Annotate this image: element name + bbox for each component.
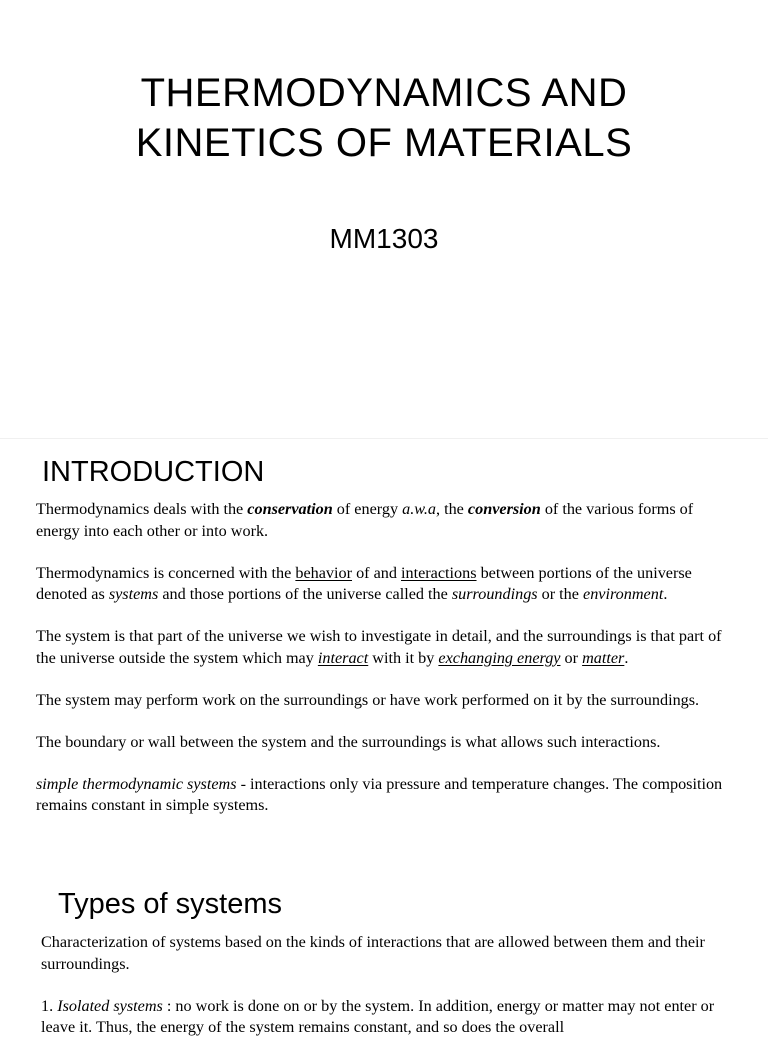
text-run: or the <box>537 585 584 603</box>
intro-paragraph-4: The system may perform work on the surroundings or have work performed on it by the surroundings. <box>36 690 700 709</box>
types-paragraph-1: Characterization of systems based on the kinds of interactions that are allowed between them and their surroundings. <box>41 933 705 973</box>
text-run: and those portions of the universe called the <box>158 585 452 603</box>
text-run: : no work is done on or by the system. In addition, energy or matter may not enter or leave it. Thus, the energy of the system remains constant, and so does the overall <box>41 996 715 1036</box>
intro-paragraph-6 <box>36 774 736 817</box>
title-line-1: THERMODYNAMICS AND <box>140 71 628 115</box>
introduction-body <box>36 499 736 837</box>
term-interact: interact <box>317 648 369 667</box>
course-code: MM1303 <box>329 223 439 254</box>
term-conversion: conversion <box>467 500 541 518</box>
text-run: of energy <box>332 500 403 518</box>
types-list-item-1 <box>41 996 741 1039</box>
slide-title <box>0 68 768 168</box>
slide-divider <box>0 438 768 439</box>
introduction-heading: INTRODUCTION <box>42 456 265 488</box>
types-of-systems-heading: Types of systems <box>58 888 283 920</box>
text-run: , the <box>436 500 468 518</box>
term-exchanging-energy: exchanging energy <box>438 648 561 667</box>
term-environment: environment <box>583 585 664 603</box>
intro-paragraph-1 <box>36 499 736 542</box>
list-number: 1. <box>41 996 58 1015</box>
text-run: with it by <box>368 648 439 667</box>
term-surroundings: surroundings <box>451 585 538 603</box>
intro-paragraph-3 <box>36 626 736 669</box>
text-run: The system is that part of the universe we wish to investigate in detail, and the surroundings is that part of the universe outside the system which may <box>36 627 722 667</box>
intro-paragraph-2 <box>36 563 736 606</box>
term-awa: a.w.a <box>402 500 436 518</box>
text-run: - interactions only via pressure and temperature changes. The composition remains constant in simple systems. <box>36 774 723 814</box>
text-run: or <box>560 648 583 667</box>
text-run: . <box>663 585 668 603</box>
text-run: Thermodynamics deals with the <box>36 500 248 518</box>
types-of-systems-body <box>41 932 741 1059</box>
text-run: between portions of the universe denoted as <box>36 563 692 603</box>
text-run: of and <box>352 563 402 582</box>
intro-paragraph-5: The boundary or wall between the system and the surroundings is what allows such interactions. <box>36 732 661 751</box>
term-simple-systems: simple thermodynamic systems <box>36 774 237 793</box>
term-matter: matter <box>582 648 625 667</box>
text-run: of the various forms of energy into each other or into work. <box>36 500 694 540</box>
text-run: . <box>624 648 629 667</box>
term-interactions: interactions <box>401 563 477 582</box>
term-conservation: conservation <box>247 500 333 518</box>
term-systems: systems <box>108 585 159 603</box>
title-line-2: KINETICS OF MATERIALS <box>135 121 633 165</box>
term-isolated-systems: Isolated systems <box>57 996 163 1015</box>
text-run: Thermodynamics is concerned with the <box>36 563 296 582</box>
term-behavior: behavior <box>295 563 353 582</box>
